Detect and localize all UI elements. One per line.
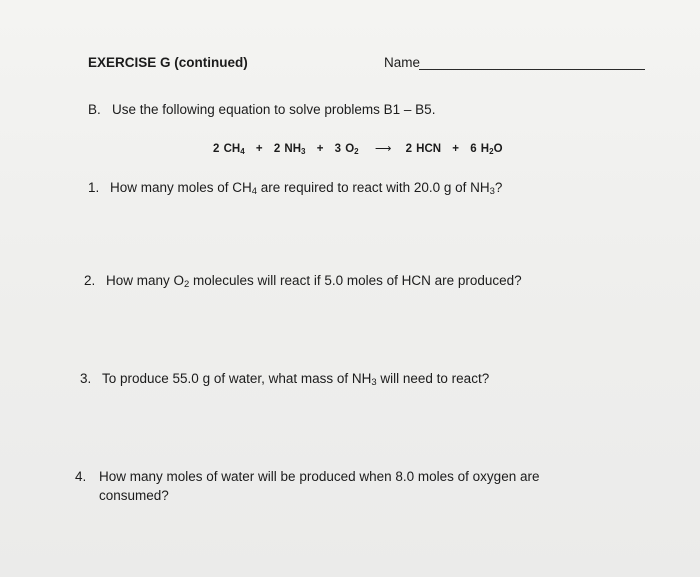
question-number: 4. [75, 469, 87, 484]
question-text: To produce 55.0 g of water, what mass of $NH_3$ will need to react? [102, 371, 490, 388]
reactant-nh3: 2 $NH_3$ [273, 143, 306, 156]
question-number: 2. [84, 273, 96, 288]
name-label: Name [384, 55, 421, 70]
question-number: 3. [80, 371, 92, 386]
chemical-equation [213, 141, 503, 155]
question-1 [88, 180, 502, 195]
reaction-arrow-icon: ⟶ [374, 143, 392, 155]
name-blank-line [419, 69, 645, 70]
bleed-through-text [250, 120, 254, 134]
plus-sign: + [316, 143, 324, 155]
question-4 [75, 467, 635, 505]
plus-sign: + [255, 143, 263, 155]
question-number: 1. [88, 180, 100, 195]
plus-sign: + [452, 143, 459, 155]
reactant-o2: 3 $O_2$ [334, 143, 359, 156]
question-text: How many $O_2$ molecules will react if 5.0 moles of HCN are produced? [106, 273, 522, 290]
section-letter: B. [88, 102, 101, 117]
question-text-line-1: How many moles of water will be produced when 8.0 moles of oxygen are [99, 469, 540, 484]
product-hcn: 2 HCN [405, 143, 442, 155]
reactant-ch4: 2 $CH_4$ [213, 143, 245, 156]
section-instruction-text: Use the following equation to solve problems B1 – B5. [112, 102, 436, 117]
question-text: How many moles of $CH_4$ are required to react with 20.0 g of $NH_3$? [110, 180, 503, 197]
product-h2o: 6 $H_2O$ [470, 143, 503, 156]
page-title: EXERCISE G (continued) [88, 55, 248, 70]
section-instruction [88, 102, 435, 117]
question-3 [80, 371, 489, 386]
question-text-line-2: consumed? [99, 488, 169, 503]
question-2 [84, 273, 522, 288]
